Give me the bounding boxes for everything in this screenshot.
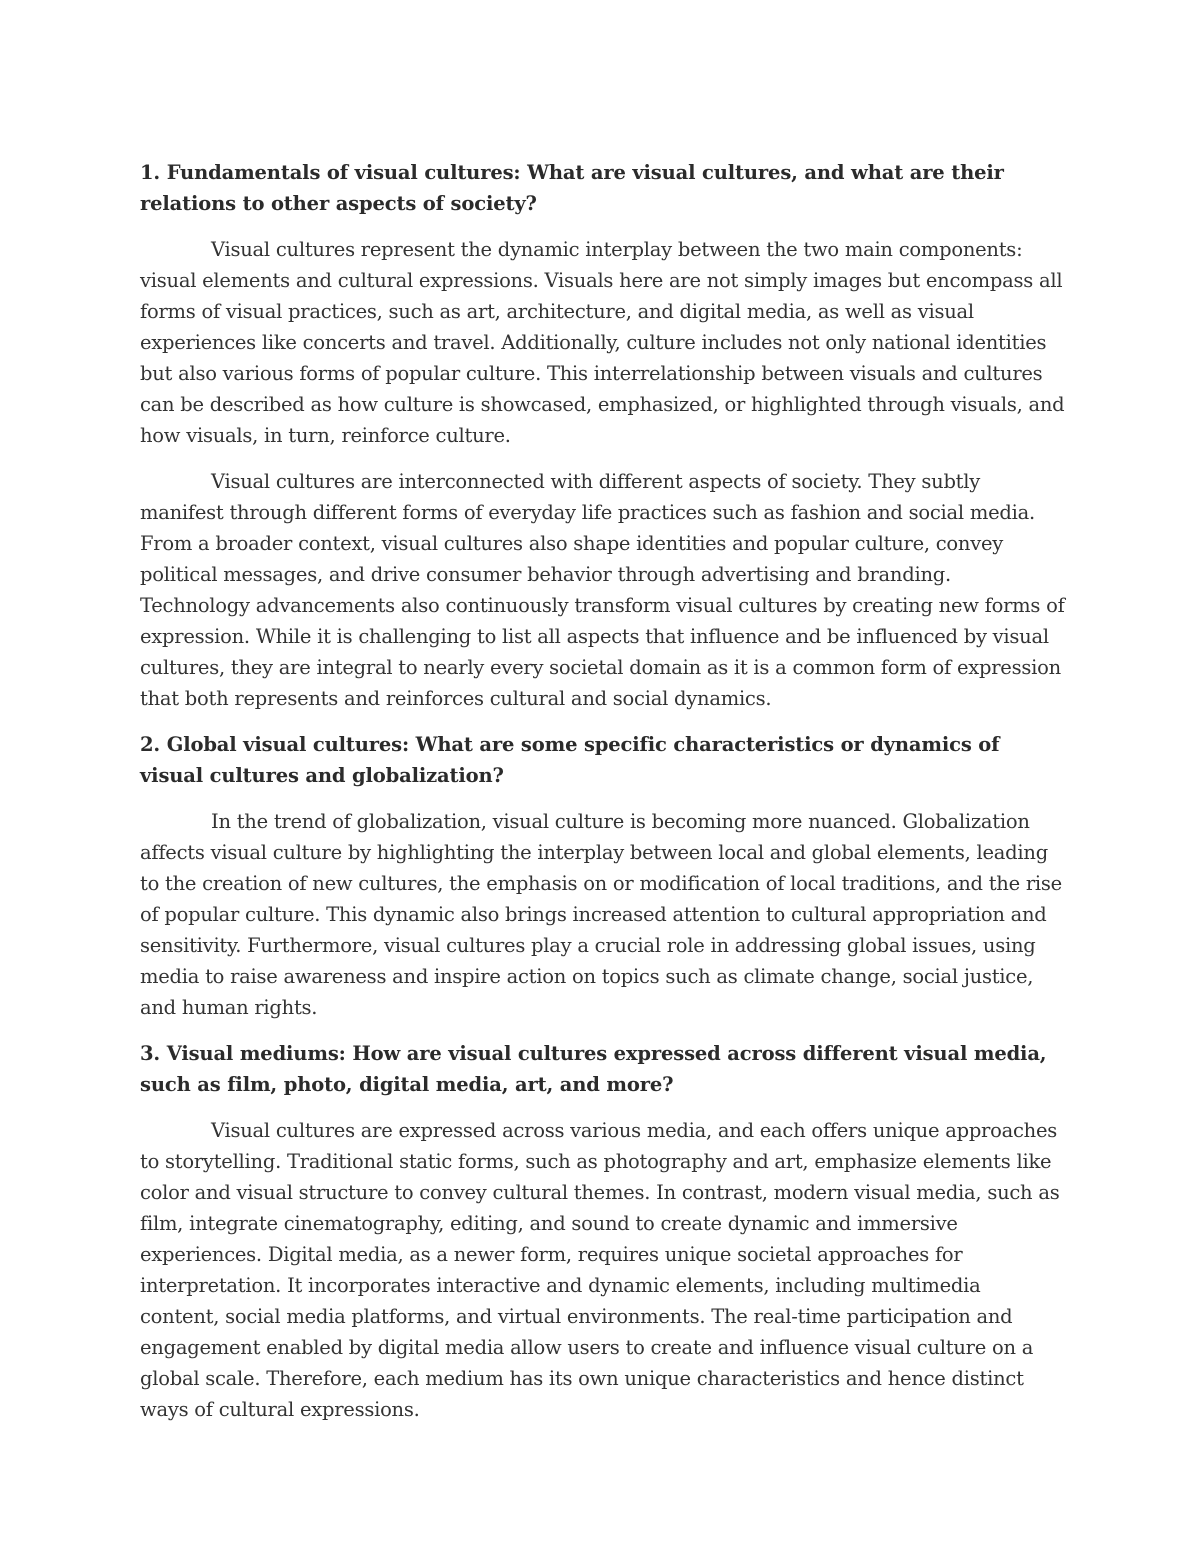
- document-page: [140, 157, 1065, 1440]
- section-global: [140, 729, 1065, 1023]
- section-heading: 3. Visual mediums: How are visual cultures expressed across different visual media, such as film, photo, digital media, art, and more?: [140, 1042, 1047, 1096]
- body-paragraph: In the trend of globalization, visual culture is becoming more nuanced. Globalization affects visual culture by highlighting the interplay between local and global elements, leading to the creation of new cultures, the emphasis on or modification of local traditions, and the rise of popular culture. This dynamic also brings increased attention to cultural appropriation and sensitivity. Furthermore, visual cultures play a crucial role in addressing global issues, using media to raise awareness and inspire action on topics such as climate change, social justice, and human rights.: [140, 810, 1062, 1019]
- section-heading: 2. Global visual cultures: What are some specific characteristics or dynamics of visual cultures and globalization?: [140, 733, 1000, 787]
- body-paragraph: Visual cultures are interconnected with different aspects of society. They subtly manifest through different forms of everyday life practices such as fashion and social media. From a broader context, visual cultures also shape identities and popular culture, convey political messages, and drive consumer behavior through advertising and branding. Technology advancements also continuously transform visual cultures by creating new forms of expression. While it is challenging to list all aspects that influence and be influenced by visual cultures, they are integral to nearly every societal domain as it is a common form of expression that both represents and reinforces cultural and social dynamics.: [140, 470, 1065, 710]
- body-paragraph: Visual cultures represent the dynamic interplay between the two main components: visual elements and cultural expressions. Visuals here are not simply images but encompass all forms of visual practices, such as art, architecture, and digital media, as well as visual experiences like concerts and travel. Additionally, culture includes not only national identities but also various forms of popular culture. This interrelationship between visuals and cultures can be described as how culture is showcased, emphasized, or highlighted through visuals, and how visuals, in turn, reinforce culture.: [140, 238, 1065, 447]
- section-mediums: [140, 1038, 1065, 1425]
- body-paragraph: Visual cultures are expressed across various media, and each offers unique approaches to storytelling. Traditional static forms, such as photography and art, emphasize elements like color and visual structure to convey cultural themes. In contrast, modern visual media, such as film, integrate cinematography, editing, and sound to create dynamic and immersive experiences. Digital media, as a newer form, requires unique societal approaches for interpretation. It incorporates interactive and dynamic elements, including multimedia content, social media platforms, and virtual environments. The real-time participation and engagement enabled by digital media allow users to create and influence visual culture on a global scale. Therefore, each medium has its own unique characteristics and hence distinct ways of cultural expressions.: [140, 1119, 1060, 1421]
- section-fundamentals: [140, 157, 1065, 714]
- section-heading: 1. Fundamentals of visual cultures: What are visual cultures, and what are their relations to other aspects of society?: [140, 161, 1004, 215]
